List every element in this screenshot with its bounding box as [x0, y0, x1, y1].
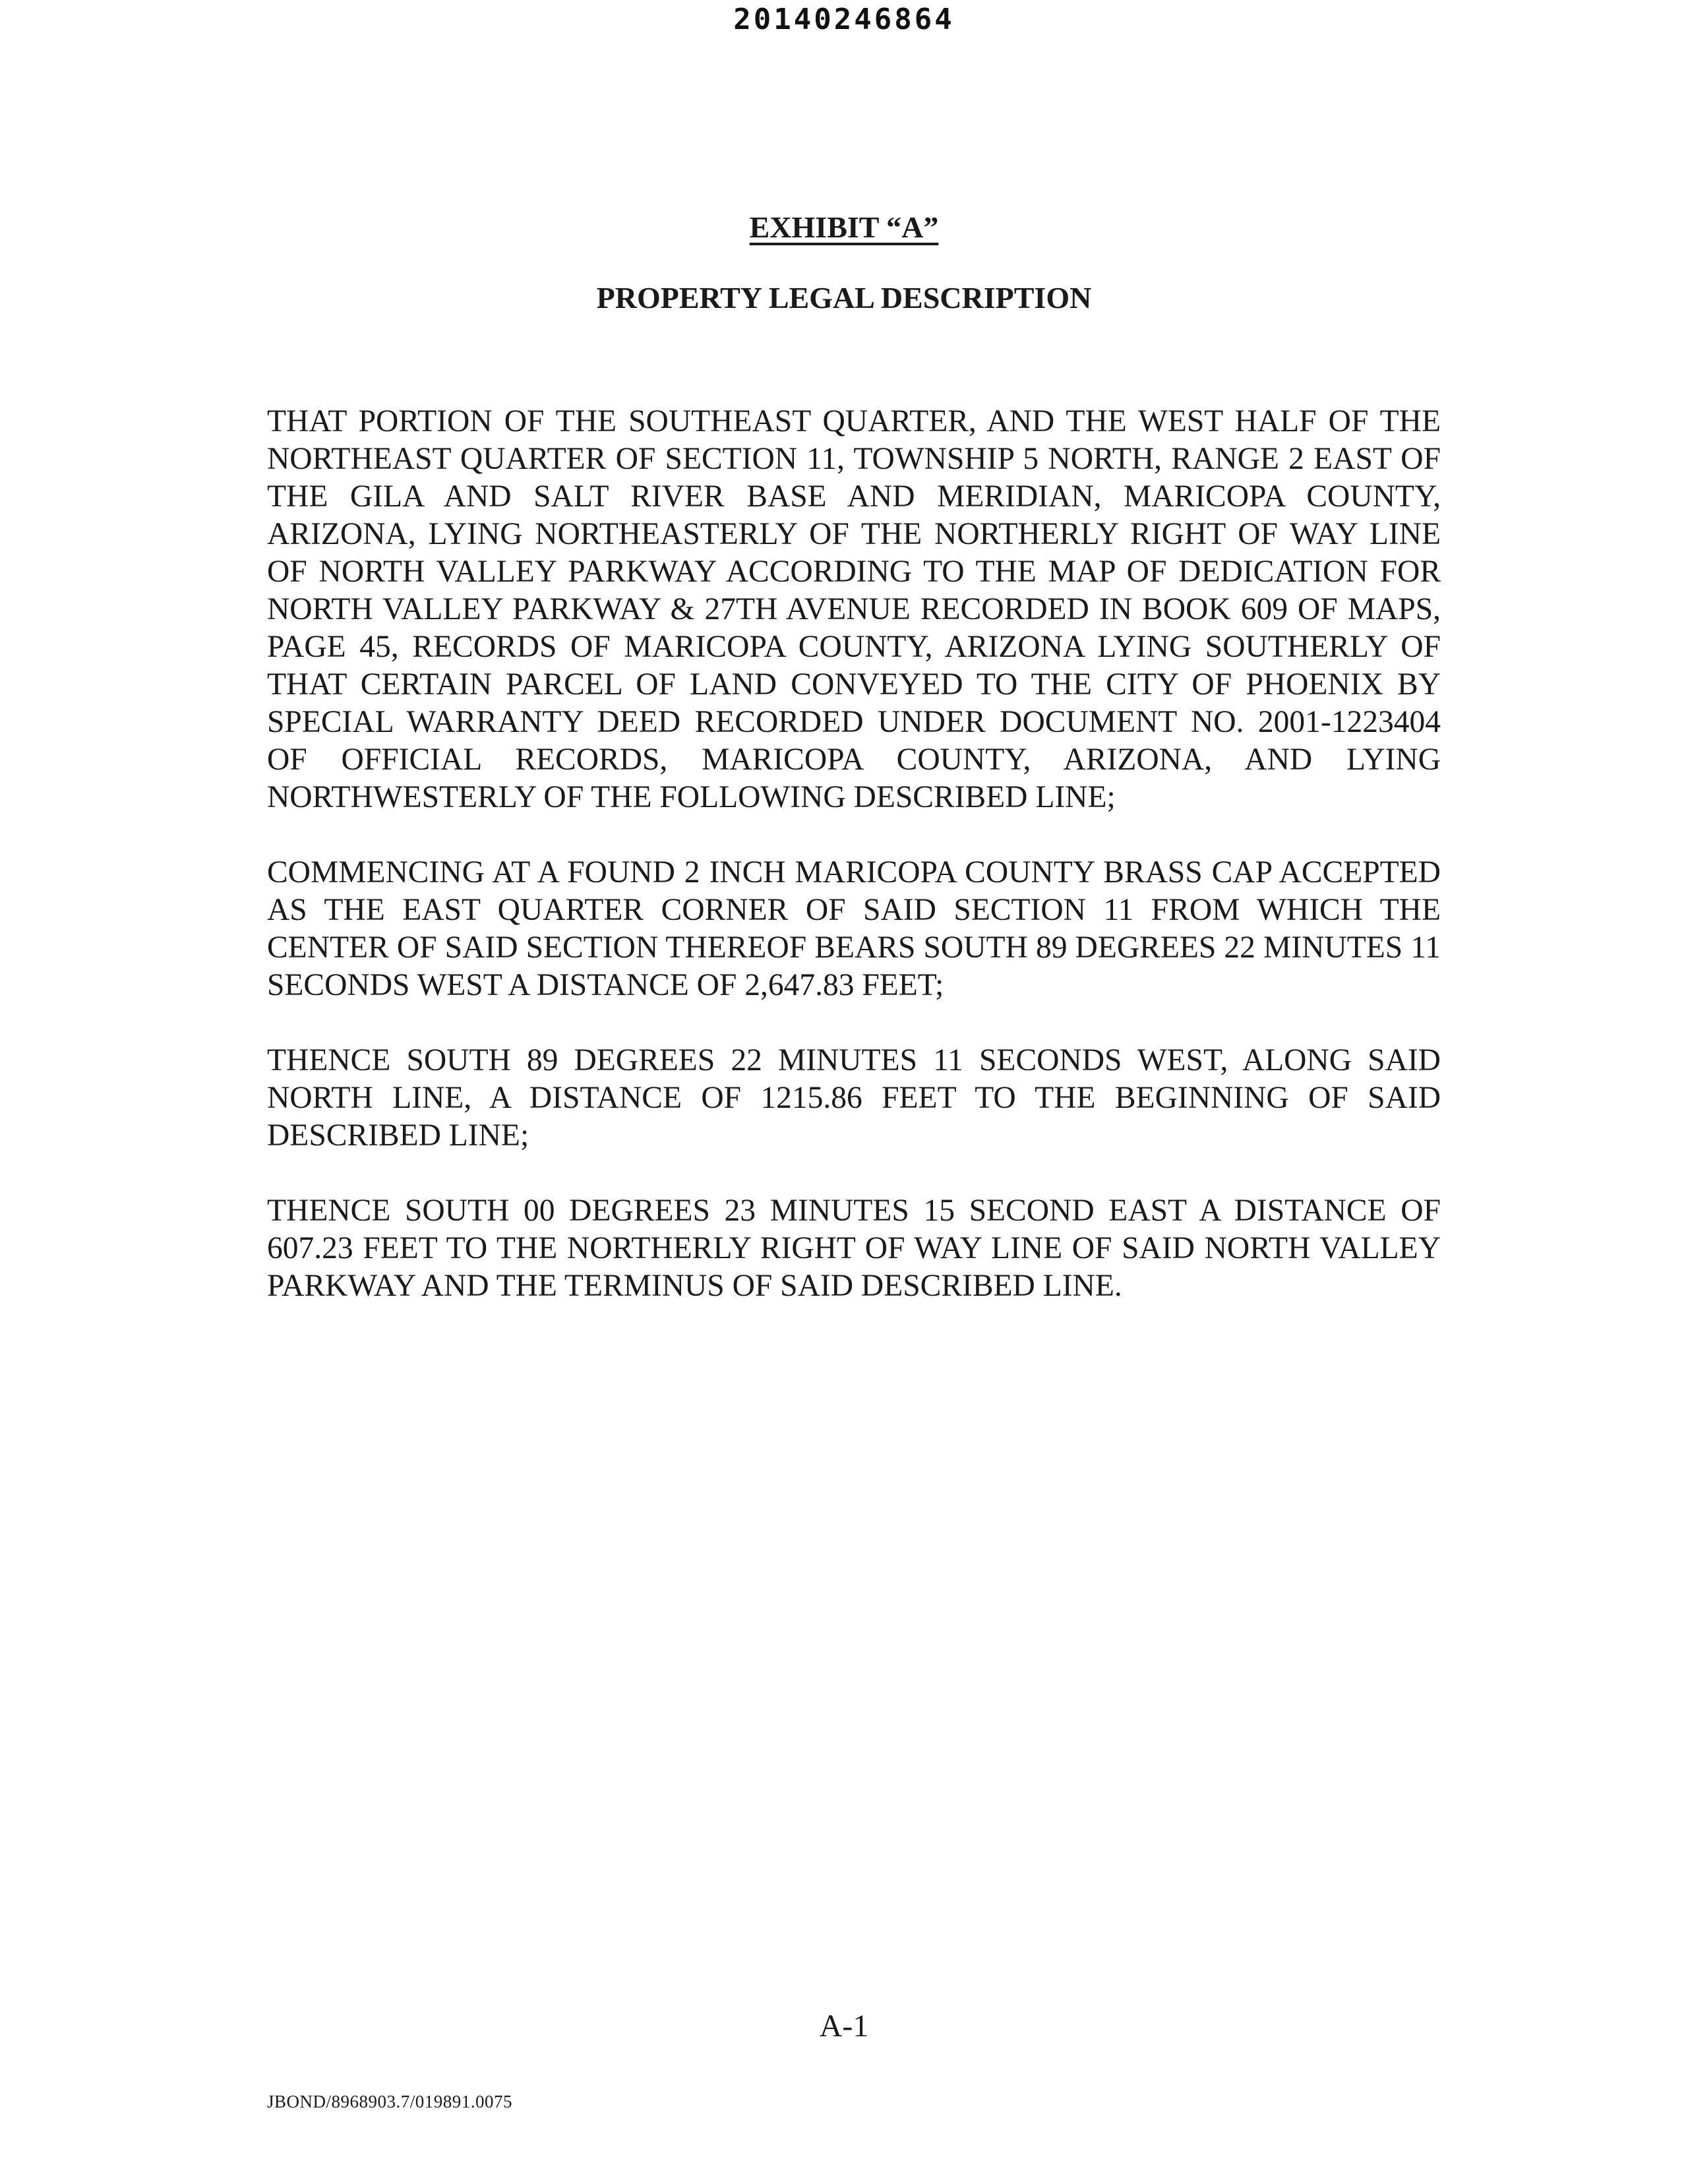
legal-description-body	[267, 403, 1441, 1343]
paragraph-thence-west: THENCE SOUTH 89 DEGREES 22 MINUTES 11 SECONDS WEST, ALONG SAID NORTH LINE, A DISTANCE OF 1215.86 FEET TO THE BEGINNING OF SAID DESCRIBED LINE;	[267, 1043, 1441, 1153]
page-number: A-1	[819, 2009, 869, 2044]
paragraph-commencing: COMMENCING AT A FOUND 2 INCH MARICOPA COUNTY BRASS CAP ACCEPTED AS THE EAST QUARTER CORNER OF SAID SECTION 11 FROM WHICH THE CENTER OF SAID SECTION THEREOF BEARS SOUTH 89 DEGREES 22 MINUTES 11 SECONDS WEST A DISTANCE OF 2,647.83 FEET;	[267, 855, 1441, 1002]
paragraph-thence-east: THENCE SOUTH 00 DEGREES 23 MINUTES 15 SECOND EAST A DISTANCE OF 607.23 FEET TO THE NORTHERLY RIGHT OF WAY LINE OF SAID NORTH VALLEY PARKWAY AND THE TERMINUS OF SAID DESCRIBED LINE.	[267, 1194, 1441, 1303]
document-code: JBOND/8968903.7/019891.0075	[267, 2092, 513, 2111]
exhibit-title	[0, 210, 1688, 245]
exhibit-title-text: EXHIBIT “A”	[749, 210, 939, 244]
paragraph-portion-description: THAT PORTION OF THE SOUTHEAST QUARTER, AND THE WEST HALF OF THE NORTHEAST QUARTER OF SECTION 11, TOWNSHIP 5 NORTH, RANGE 2 EAST OF THE GILA AND SALT RIVER BASE AND MERIDIAN, MARICOPA COUNTY, ARIZONA, LYING NORTHEASTERLY OF THE NORTHERLY RIGHT OF WAY LINE OF NORTH VALLEY PARKWAY ACCORDING TO THE MAP OF DEDICATION FOR NORTH VALLEY PARKWAY & 27TH AVENUE RECORDED IN BOOK 609 OF MAPS, PAGE 45, RECORDS OF MARICOPA COUNTY, ARIZONA LYING SOUTHERLY OF THAT CERTAIN PARCEL OF LAND CONVEYED TO THE CITY OF PHOENIX BY SPECIAL WARRANTY DEED RECORDED UNDER DOCUMENT NO. 2001-1223404 OF OFFICIAL RECORDS, MARICOPA COUNTY, ARIZONA, AND LYING NORTHWESTERLY OF THE FOLLOWING DESCRIBED LINE;	[267, 404, 1441, 814]
exhibit-subtitle: PROPERTY LEGAL DESCRIPTION	[596, 281, 1092, 315]
recording-number: 20140246864	[733, 3, 955, 36]
